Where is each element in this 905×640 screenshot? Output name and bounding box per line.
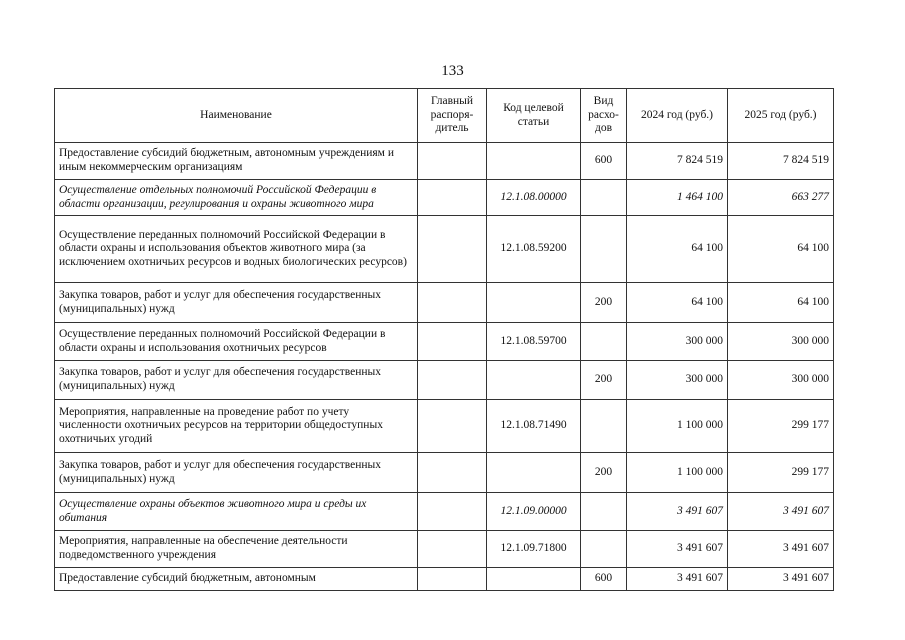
table-row [55,143,834,180]
row-code [487,361,581,400]
table-row [55,400,834,453]
row-name: Предоставление субсидий бюджетным, автономным [55,568,418,591]
row-name: Осуществление переданных полномочий Российской Федерации в области охраны и использования объектов животного мира (за исключением охотничьих ресурсов и водных биологических ресурсов) [55,216,418,283]
row-name: Предоставление субсидий бюджетным, автономным учреждениям и иным некоммерческим организациям [55,143,418,180]
row-name: Закупка товаров, работ и услуг для обеспечения государственных (муниципальных) нужд [55,453,418,493]
row-2024: 1 464 100 [627,180,728,216]
row-2025: 300 000 [728,323,834,361]
row-code [487,568,581,591]
row-distributor [418,453,487,493]
header-code: Код целевой статьи [487,89,581,143]
row-code: 12.1.09.71800 [487,531,581,568]
row-name: Мероприятия, направленные на обеспечение деятельности подведомственного учреждения [55,531,418,568]
row-code [487,143,581,180]
table-row [55,493,834,531]
row-vid [581,400,627,453]
row-vid: 200 [581,283,627,323]
row-2025: 3 491 607 [728,531,834,568]
row-code: 12.1.09.00000 [487,493,581,531]
row-2025: 300 000 [728,361,834,400]
row-code: 12.1.08.59200 [487,216,581,283]
row-vid [581,531,627,568]
row-2024: 1 100 000 [627,400,728,453]
table-row [55,216,834,283]
row-name: Осуществление охраны объектов животного мира и среды их обитания [55,493,418,531]
table-row [55,531,834,568]
table-row [55,180,834,216]
row-distributor [418,283,487,323]
row-code [487,283,581,323]
row-distributor [418,323,487,361]
row-distributor [418,531,487,568]
row-name: Мероприятия, направленные на проведение работ по учету численности охотничьих ресурсов на территории общедоступных охотничьих угодий [55,400,418,453]
row-code: 12.1.08.59700 [487,323,581,361]
row-name: Закупка товаров, работ и услуг для обеспечения государственных (муниципальных) нужд [55,361,418,400]
table-row [55,453,834,493]
row-2024: 3 491 607 [627,493,728,531]
row-2025: 64 100 [728,216,834,283]
row-2024: 7 824 519 [627,143,728,180]
row-distributor [418,143,487,180]
row-2025: 663 277 [728,180,834,216]
header-vid: Вид расхо-дов [581,89,627,143]
table-header-row [55,89,834,143]
row-vid [581,493,627,531]
budget-table [54,88,834,591]
row-vid [581,180,627,216]
table-row [55,361,834,400]
row-2025: 64 100 [728,283,834,323]
row-2025: 7 824 519 [728,143,834,180]
page-number: 133 [441,63,464,79]
row-2024: 300 000 [627,323,728,361]
row-name: Осуществление отдельных полномочий Российской Федерации в области организации, регулирования и охраны животного мира [55,180,418,216]
header-2025: 2025 год (руб.) [728,89,834,143]
row-distributor [418,361,487,400]
row-code: 12.1.08.00000 [487,180,581,216]
header-name: Наименование [55,89,418,143]
header-2024: 2024 год (руб.) [627,89,728,143]
row-2024: 300 000 [627,361,728,400]
row-2024: 1 100 000 [627,453,728,493]
row-name: Закупка товаров, работ и услуг для обеспечения государственных (муниципальных) нужд [55,283,418,323]
row-vid [581,216,627,283]
row-distributor [418,180,487,216]
header-distributor: Главный распоря-дитель [418,89,487,143]
table-row [55,283,834,323]
row-2024: 64 100 [627,216,728,283]
row-vid: 200 [581,361,627,400]
row-distributor [418,493,487,531]
row-2024: 3 491 607 [627,531,728,568]
table-row [55,323,834,361]
row-2025: 299 177 [728,453,834,493]
row-vid: 200 [581,453,627,493]
row-distributor [418,400,487,453]
row-vid [581,323,627,361]
row-2025: 3 491 607 [728,493,834,531]
table-row [55,568,834,591]
row-distributor [418,216,487,283]
row-2024: 3 491 607 [627,568,728,591]
row-2024: 64 100 [627,283,728,323]
row-distributor [418,568,487,591]
row-name: Осуществление переданных полномочий Российской Федерации в области охраны и использования охотничьих ресурсов [55,323,418,361]
row-2025: 299 177 [728,400,834,453]
row-code: 12.1.08.71490 [487,400,581,453]
row-vid: 600 [581,568,627,591]
row-vid: 600 [581,143,627,180]
row-2025: 3 491 607 [728,568,834,591]
row-code [487,453,581,493]
